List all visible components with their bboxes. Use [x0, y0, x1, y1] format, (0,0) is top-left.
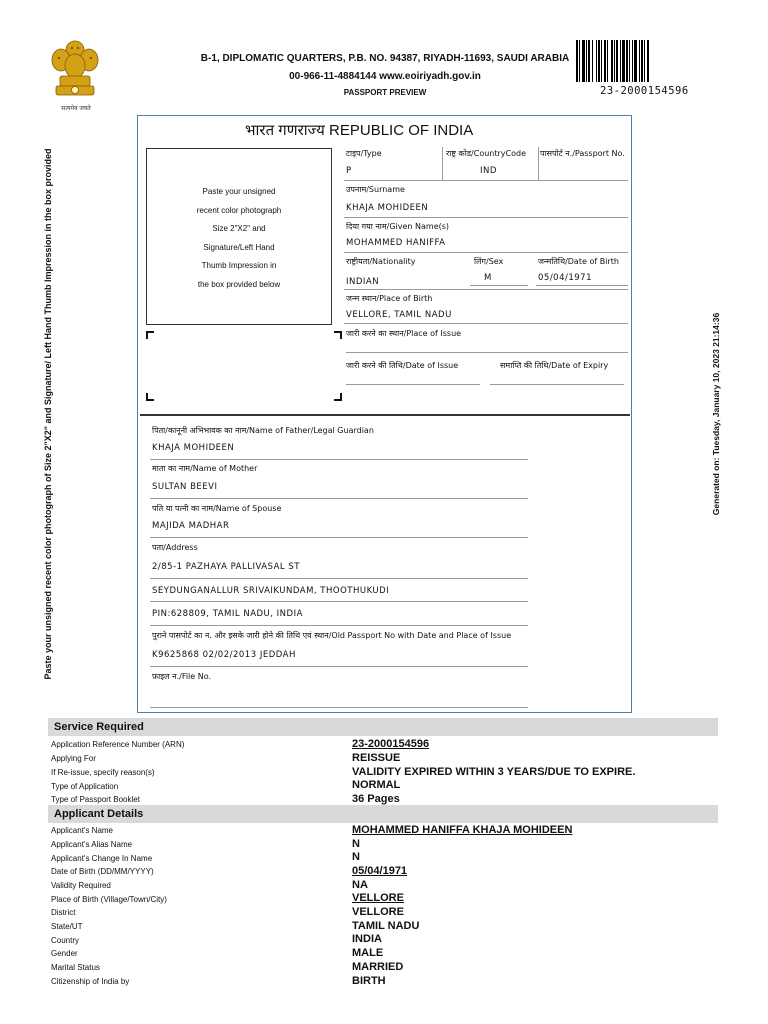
applicant-details-heading: Applicant Details	[48, 805, 718, 823]
country-code-label: राष्ट्र कोड/CountryCode	[446, 149, 527, 158]
sex-value: M	[484, 273, 492, 283]
sex-label: लिंग/Sex	[474, 257, 504, 266]
photo-line: the box provided below	[197, 279, 281, 289]
divider	[346, 384, 480, 385]
photo-box-instructions	[146, 183, 332, 294]
father-label: पिता/कानूनी अभिभावक का नाम/Name of Father/Legal Guardian	[152, 426, 374, 435]
place-of-birth-value: VELLORE	[352, 892, 404, 904]
applying-for-label: Applying For	[51, 754, 96, 763]
old-passport-value: K9625868 02/02/2013 JEDDAH	[152, 650, 296, 660]
date-of-issue-label: जारी करने की तिथि/Date of Issue	[346, 361, 459, 370]
divider	[150, 666, 528, 667]
reissue-reason-value: VALIDITY EXPIRED WITHIN 3 YEARS/DUE TO EXPIRE.	[352, 766, 636, 778]
divider	[150, 537, 528, 538]
place-of-birth-label: Place of Birth (Village/Town/City)	[51, 895, 167, 904]
photo-line: Paste your unsigned	[202, 187, 276, 196]
address-line-3: PIN:628809, TAMIL NADU, INDIA	[152, 609, 303, 619]
photo-line: Signature/Left Hand	[203, 242, 275, 252]
district-label: District	[51, 908, 76, 917]
address-line-2: SEYDUNGANALLUR SRIVAIKUNDAM, THOOTHUKUDI	[152, 586, 390, 596]
nationality-value: INDIAN	[346, 277, 380, 287]
change-in-name-value: N	[352, 851, 360, 863]
booklet-type-value: 36 Pages	[352, 793, 400, 805]
signature-box-corner	[334, 393, 342, 401]
dob-value: 05/04/1971	[538, 273, 592, 283]
arn-label: Application Reference Number (ARN)	[51, 740, 185, 749]
divider	[344, 323, 628, 324]
gender-value: MALE	[352, 947, 384, 959]
divider	[538, 147, 539, 181]
photo-line: Size 2"X2" and	[212, 224, 266, 233]
service-required-heading: Service Required	[48, 718, 718, 736]
date-of-birth-label: Date of Birth (DD/MM/YYYY)	[51, 867, 154, 876]
mother-label: माता का नाम/Name of Mother	[152, 464, 258, 473]
embassy-contact: 00-966-11-4884144 www.eoiriyadh.gov.in	[289, 71, 481, 82]
applicant-name-value: MOHAMMED HANIFFA KHAJA MOHIDEEN	[352, 824, 573, 836]
photo-line: recent color photograph	[196, 205, 282, 215]
divider	[150, 625, 528, 626]
state-label: State/UT	[51, 922, 83, 931]
old-passport-label: पुराने पासपोर्ट का न. और इसके जारी होने की तिथि एवं स्थान/Old Passport No with Date and Place of Issue	[152, 631, 512, 640]
validity-label: Validity Required	[51, 881, 111, 890]
type-label: टाइप/Type	[346, 149, 382, 158]
barcode-number: 23-2000154596	[600, 85, 689, 97]
divider	[344, 252, 628, 253]
district-value: VELLORE	[352, 906, 404, 918]
spouse-label: पति या पत्नी का नाम/Name of Spouse	[152, 504, 282, 513]
alias-name-label: Applicant's Alias Name	[51, 840, 133, 849]
country-value: INDIA	[352, 933, 382, 945]
signature-box-corner	[146, 331, 154, 339]
divider	[150, 707, 528, 708]
address-label: पता/Address	[152, 543, 198, 552]
divider	[150, 578, 528, 579]
given-name-value: MOHAMMED HANIFFA	[346, 238, 446, 248]
divider	[490, 384, 624, 385]
father-value: KHAJA MOHIDEEN	[152, 443, 235, 453]
passport-no-label: पासपोर्ट न./Passport No.	[540, 149, 625, 158]
mother-value: SULTAN BEEVI	[152, 482, 218, 492]
applying-for-value: REISSUE	[352, 752, 401, 764]
booklet-type-label: Type of Passport Booklet	[51, 795, 140, 804]
date-of-birth-value: 05/04/1971	[352, 865, 408, 877]
place-of-issue-label: जारी करने का स्थान/Place of Issue	[346, 329, 462, 338]
alias-name-value: N	[352, 838, 360, 850]
spouse-value: MAJIDA MADHAR	[152, 521, 230, 531]
pob-value: VELLORE, TAMIL NADU	[346, 310, 452, 320]
application-type-label: Type of Application	[51, 782, 119, 791]
applicant-name-label: Applicant's Name	[51, 826, 113, 835]
generated-timestamp: Generated on: Tuesday, January 10, 2023 21:14:36	[711, 312, 721, 516]
country-code-value: IND	[480, 166, 497, 176]
divider	[470, 285, 528, 286]
signature-box-corner	[334, 331, 342, 339]
signature-box-corner	[146, 393, 154, 401]
document-title: PASSPORT PREVIEW	[343, 88, 427, 97]
country-label: Country	[51, 936, 80, 945]
divider	[150, 498, 528, 499]
barcode	[576, 40, 696, 82]
divider	[344, 217, 628, 218]
given-name-label: दिया गया नाम/Given Name(s)	[346, 222, 450, 231]
nationality-label: राष्ट्रीयता/Nationality	[346, 257, 416, 266]
emblem-caption: सत्यमेव जयते	[61, 105, 91, 112]
surname-label: उपनाम/Surname	[346, 185, 405, 194]
national-emblem-icon	[48, 38, 102, 110]
pob-label: जन्म स्थान/Place of Birth	[346, 294, 433, 303]
divider	[344, 180, 628, 181]
validity-value: NA	[352, 879, 368, 891]
file-no-label: फ़ाइल न./File No.	[152, 672, 212, 681]
type-value: P	[346, 166, 352, 176]
address-line-1: 2/85-1 PAZHAYA PALLIVASAL ST	[152, 562, 300, 572]
marital-status-value: MARRIED	[352, 961, 404, 973]
divider	[536, 285, 628, 286]
change-in-name-label: Applicant's Change In Name	[51, 854, 153, 863]
side-instruction: Paste your unsigned recent color photograph of Size 2"X2" and Signature/ Left Hand Thumb Impression in the box provided	[43, 148, 53, 680]
section-separator	[140, 414, 630, 416]
gender-label: Gender	[51, 949, 78, 958]
state-value: TAMIL NADU	[352, 920, 420, 932]
application-type-value: NORMAL	[352, 779, 401, 791]
reissue-reason-label: If Re-issue, specify reason(s)	[51, 768, 155, 777]
arn-value: 23-2000154596	[352, 738, 430, 750]
marital-status-label: Marital Status	[51, 963, 100, 972]
divider	[442, 147, 443, 181]
citizenship-value: BIRTH	[352, 975, 386, 987]
citizenship-label: Citizenship of India by	[51, 977, 130, 986]
embassy-address: B-1, DIPLOMATIC QUARTERS, P.B. NO. 94387, RIYADH-11693, SAUDI ARABIA	[200, 53, 570, 64]
dob-label: जन्मतिथि/Date of Birth	[538, 257, 619, 266]
photo-line: Thumb Impression in	[201, 261, 277, 270]
divider	[344, 289, 628, 290]
passport-title: भारत गणराज्य REPUBLIC OF INDIA	[245, 122, 474, 139]
surname-value: KHAJA MOHIDEEN	[346, 203, 429, 213]
divider	[150, 459, 528, 460]
divider	[346, 352, 628, 353]
divider	[150, 601, 528, 602]
date-of-expiry-label: समाप्ति की तिथि/Date of Expiry	[500, 361, 609, 370]
